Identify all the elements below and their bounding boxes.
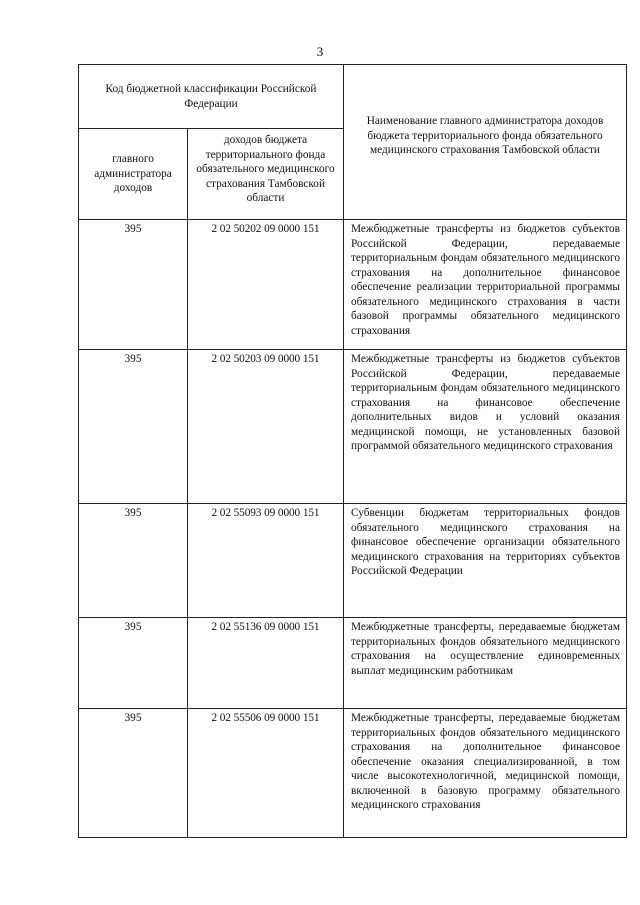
table-row [79, 618, 627, 709]
header-main-admin: главного администратора доходов [79, 129, 188, 220]
cell-income-code: 2 02 50203 09 0000 151 [188, 350, 344, 504]
table-header-row [79, 65, 627, 129]
table-row [79, 709, 627, 838]
cell-income-code: 2 02 55506 09 0000 151 [188, 709, 344, 838]
cell-income-code: 2 02 50202 09 0000 151 [188, 220, 344, 350]
cell-income-code: 2 02 55136 09 0000 151 [188, 618, 344, 709]
header-kbk: Код бюджетной классификации Российской Федерации [79, 65, 344, 129]
cell-admin-code: 395 [79, 350, 188, 504]
cell-admin-code: 395 [79, 618, 188, 709]
cell-income-name: Межбюджетные трансферты, передаваемые бюджетам территориальных фондов обязательного медицинского страхования на осуществление единовременных выплат медицинским работникам [344, 618, 627, 709]
cell-admin-code: 395 [79, 220, 188, 350]
page-number: 3 [316, 44, 324, 59]
table-row [79, 350, 627, 504]
table-row [79, 504, 627, 618]
cell-admin-code: 395 [79, 709, 188, 838]
table-row [79, 220, 627, 350]
cell-income-code: 2 02 55093 09 0000 151 [188, 504, 344, 618]
budget-classification-table [78, 64, 627, 838]
header-admin-name: Наименование главного администратора доходов бюджета территориального фонда обязательного медицинского страхования Тамбовской области [344, 65, 627, 220]
cell-income-name: Межбюджетные трансферты из бюджетов субъектов Российской Федерации, передаваемые территориальным фондам обязательного медицинского страхования на дополнительное финансовое обеспечение реализации территориальной программы обязательного медицинского страхования в части базовой программы обязательного медицинского страхования [344, 220, 627, 350]
cell-admin-code: 395 [79, 504, 188, 618]
header-income-code: доходов бюджета территориального фонда обязательного медицинского страхования Тамбовской области [188, 129, 344, 220]
cell-income-name: Межбюджетные трансферты из бюджетов субъектов Российской Федерации, передаваемые территориальным фондам обязательного медицинского страхования на финансовое обеспечение дополнительных видов и условий оказания медицинской помощи, не установленных базовой программой обязательного медицинского страхования [344, 350, 627, 504]
cell-income-name: Субвенции бюджетам территориальных фондов обязательного медицинского страхования на финансовое обеспечение организации обязательного медицинского страхования на территориях субъектов Российской Федерации [344, 504, 627, 618]
cell-income-name: Межбюджетные трансферты, передаваемые бюджетам территориальных фондов обязательного медицинского страхования на дополнительное финансовое обеспечение оказания специализированной, в том числе высокотехнологичной, медицинской помощи, включенной в базовую программу обязательного медицинского страхования [344, 709, 627, 838]
